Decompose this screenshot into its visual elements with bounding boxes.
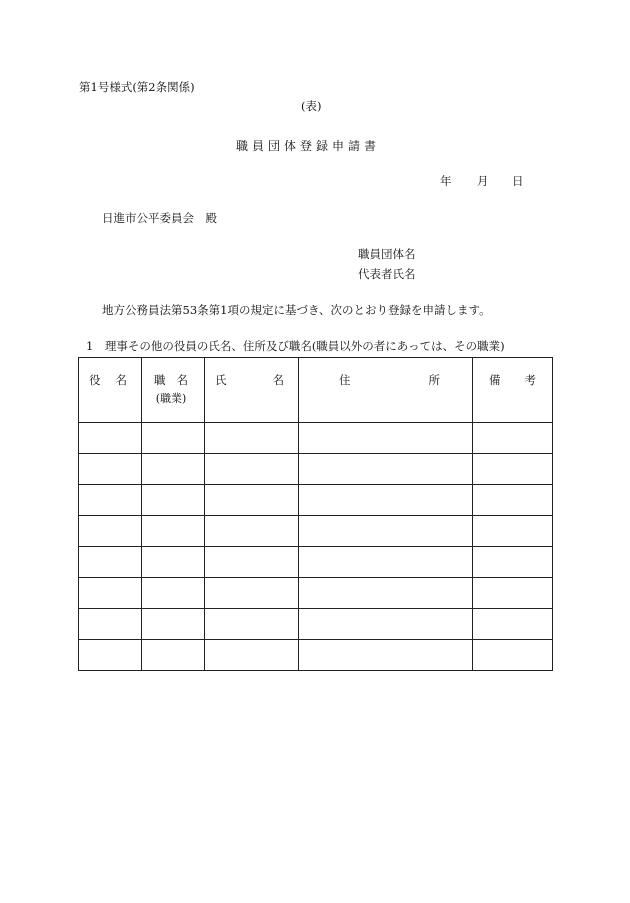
table-cell[interactable]: [142, 516, 205, 547]
date-day: 日: [512, 174, 524, 188]
table-cell[interactable]: [142, 485, 205, 516]
header-position-sub: (職業): [155, 392, 187, 405]
table-cell[interactable]: [299, 423, 473, 454]
addressee: 日進市公平委員会 殿: [102, 211, 217, 225]
header-position: 職 名 (職業): [142, 358, 205, 423]
table-cell[interactable]: [79, 485, 142, 516]
table-cell[interactable]: [79, 454, 142, 485]
section-1-heading: 1 理事その他の役員の氏名、住所及び職名(職員以外の者にあっては、その職業): [86, 339, 505, 353]
table-cell[interactable]: [205, 516, 299, 547]
table-cell[interactable]: [205, 640, 299, 671]
table-cell[interactable]: [142, 609, 205, 640]
header-remarks: 備 考: [473, 358, 553, 423]
date-month: 月: [477, 174, 489, 188]
header-name: 氏 名: [205, 358, 299, 423]
table-row: [79, 423, 553, 454]
table-cell[interactable]: [205, 609, 299, 640]
table-cell[interactable]: [473, 485, 553, 516]
table-header-row: [79, 358, 553, 423]
table-row: [79, 454, 553, 485]
table-cell[interactable]: [299, 640, 473, 671]
table-cell[interactable]: [473, 423, 553, 454]
table-cell[interactable]: [142, 578, 205, 609]
form-side-label: (表): [301, 99, 322, 113]
table-row: [79, 578, 553, 609]
table-cell[interactable]: [473, 609, 553, 640]
table-cell[interactable]: [473, 454, 553, 485]
table-cell[interactable]: [299, 547, 473, 578]
table-cell[interactable]: [142, 640, 205, 671]
table-cell[interactable]: [79, 516, 142, 547]
table-cell[interactable]: [299, 454, 473, 485]
table-cell[interactable]: [473, 516, 553, 547]
table-cell[interactable]: [205, 547, 299, 578]
representative-name-label: 代表者氏名: [358, 267, 416, 281]
table-cell[interactable]: [79, 640, 142, 671]
table-cell[interactable]: [473, 578, 553, 609]
officers-table: [78, 357, 553, 671]
org-name-label: 職員団体名: [358, 247, 416, 261]
table-row: [79, 609, 553, 640]
table-cell[interactable]: [299, 578, 473, 609]
table-cell[interactable]: [205, 423, 299, 454]
form-title: 職員団体登録申請書: [236, 139, 381, 153]
table-cell[interactable]: [142, 454, 205, 485]
header-role: 役 名: [79, 358, 142, 423]
table-cell[interactable]: [142, 423, 205, 454]
table-cell[interactable]: [79, 578, 142, 609]
table-cell[interactable]: [299, 485, 473, 516]
table-cell[interactable]: [299, 516, 473, 547]
table-row: [79, 640, 553, 671]
table-cell[interactable]: [79, 609, 142, 640]
table-cell[interactable]: [473, 640, 553, 671]
table-cell[interactable]: [79, 423, 142, 454]
table-cell[interactable]: [473, 547, 553, 578]
table-row: [79, 485, 553, 516]
table-row: [79, 547, 553, 578]
table-cell[interactable]: [142, 547, 205, 578]
officers-table-body: [79, 423, 553, 671]
date-year: 年: [440, 174, 452, 188]
table-row: [79, 516, 553, 547]
application-statement: 地方公務員法第53条第1項の規定に基づき、次のとおり登録を申請します。: [102, 303, 491, 317]
header-address: 住 所: [299, 358, 473, 423]
table-cell[interactable]: [299, 609, 473, 640]
table-cell[interactable]: [205, 454, 299, 485]
table-cell[interactable]: [205, 578, 299, 609]
form-number: 第1号様式(第2条関係): [79, 80, 195, 94]
table-cell[interactable]: [205, 485, 299, 516]
table-cell[interactable]: [79, 547, 142, 578]
